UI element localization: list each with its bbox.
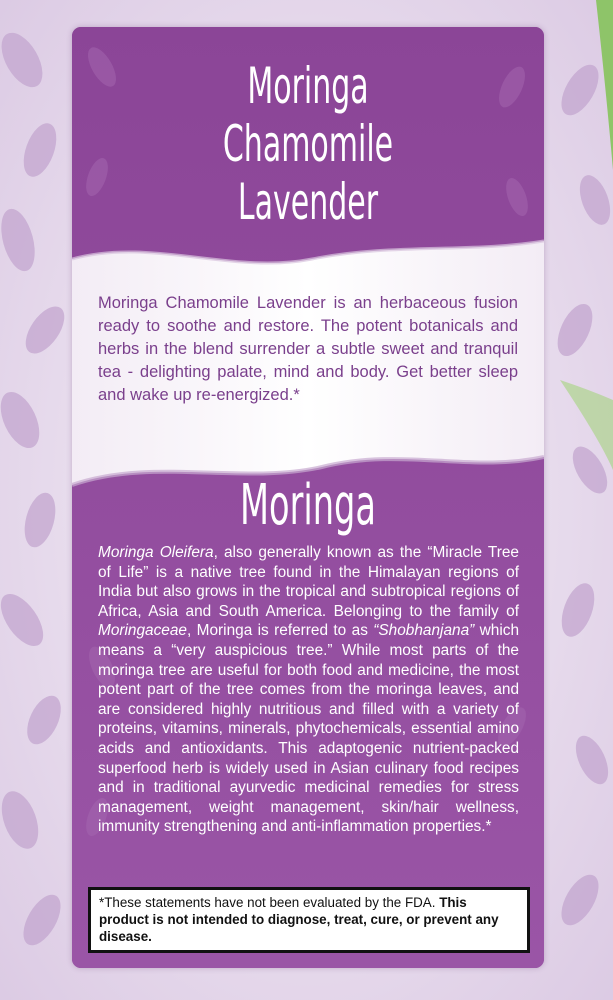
species-name: Moringa Oleifera	[98, 544, 214, 561]
moringa-text-1: , also generally known as the “Miracle Tree of Life” is a native tree found in the Himalayan regions of India but also grows in the tropical and subtropical regions of Africa, Asia and South America. Belonging to the family of	[98, 544, 519, 620]
local-name: “Shobhanjana”	[373, 622, 475, 640]
fda-disclaimer	[88, 887, 530, 953]
product-title-line-2: Chamomile Lavender	[222, 115, 394, 231]
product-title	[166, 57, 449, 231]
moringa-text-2: , Moringa is referred to as	[186, 622, 374, 640]
moringa-heading: Moringa	[240, 473, 376, 538]
product-title-line-1: Moringa	[247, 57, 369, 115]
disclaimer-text: *These statements have not been evaluated by the FDA.	[99, 895, 440, 910]
moringa-text-3: which means a “very auspicious tree.” While most parts of the moringa tree are useful for both food and medicine, the most potent part of the tree comes from the moringa leaves, and are considered highly nutritious and filled with a variety of proteins, vitamins, minerals, phytochemicals, essential amino acids and antioxidants. This adaptogenic nutrient-packed superfood herb is widely used in Asian culinary food recipes and in traditional ayurvedic medicinal remedies for stress management, weight management, skin/hair wellness, immunity strengthening and anti-inflammation properties.*	[98, 622, 519, 836]
product-info-panel	[72, 27, 544, 968]
moringa-description	[98, 543, 519, 837]
family-name: Moringaceae	[98, 622, 187, 640]
disclaimer-bold-text: This product is not intended to diagnose, treat, cure, or prevent any disease.	[99, 895, 499, 944]
product-description: Moringa Chamomile Lavender is an herbaceous fusion ready to soothe and restore. The potent botanicals and herbs in the blend surrender a subtle sweet and tranquil tea - delighting palate, mind and body. Get better sleep and wake up re-energized.*	[98, 294, 518, 404]
